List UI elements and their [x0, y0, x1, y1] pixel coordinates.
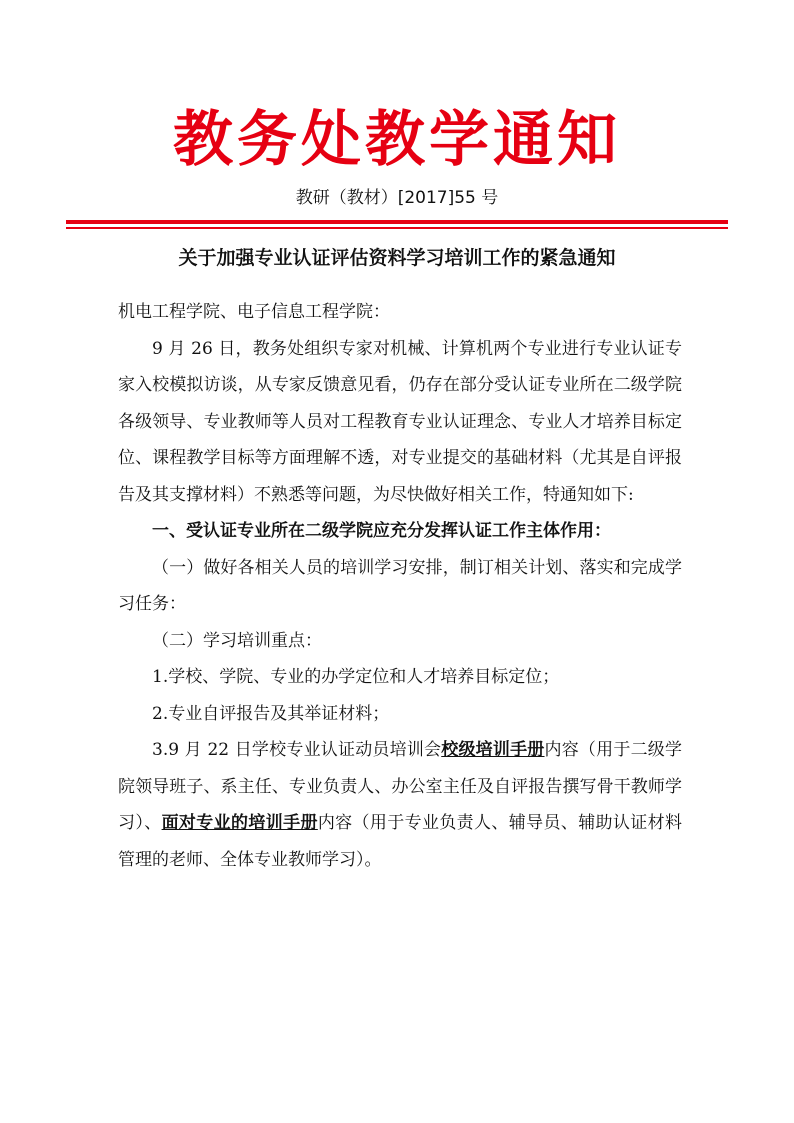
salutation: 机电工程学院、电子信息工程学院： [118, 302, 390, 322]
point3-text-part1: 3.9 月 22 日学校专业认证动员培训会 [152, 740, 442, 760]
section-heading: 一、受认证专业所在二级学院应充分发挥认证工作主体作用： [152, 521, 611, 541]
point3-text-part3: 内容（用于专业负责人、辅导员、辅助认证材料管理的老师、全体专业教师学习）。 [118, 813, 682, 870]
masthead-title: 教务处教学通知 [173, 105, 621, 175]
list-item: （二）学习培训重点： [152, 630, 322, 651]
notice-body [118, 294, 682, 878]
list-item [118, 732, 682, 878]
list-item: 2.专业自评报告及其举证材料； [152, 703, 390, 724]
school-training-manual-reference: 校级培训手册 [441, 740, 545, 760]
list-item: 1.学校、学院、专业的办学定位和人才培养目标定位； [152, 667, 560, 687]
header-divider-thick [66, 220, 728, 224]
major-training-manual-reference: 面对专业的培训手册 [161, 813, 318, 833]
notice-title: 关于加强专业认证评估资料学习培训工作的紧急通知 [178, 247, 616, 269]
document-number: 教研（教材）[2017]55 号 [295, 188, 499, 208]
header-divider-thin [66, 227, 728, 229]
list-item: （一）做好各相关人员的培训学习安排，制订相关计划、落实和完成学习任务： [118, 557, 682, 614]
point3-text-part2: 内容（用于二级学院领导班子、系主任、专业负责人、办公室主任及自评报告撰写骨干教师学习）、 [118, 740, 682, 833]
intro-paragraph: 9 月 26 日，教务处组织专家对机械、计算机两个专业进行专业认证专家入校模拟访谈，从专家反馈意见看，仍存在部分受认证专业所在二级学院各级领导、专业教师等人员对工程教育专业认证理念、专业人才培养目标定位、课程教学目标等方面理解不透，对专业提交的基础材料（尤其是自评报告及其支撑材料）不熟悉等问题，为尽快做好相关工作，特通知如下: [118, 338, 682, 505]
